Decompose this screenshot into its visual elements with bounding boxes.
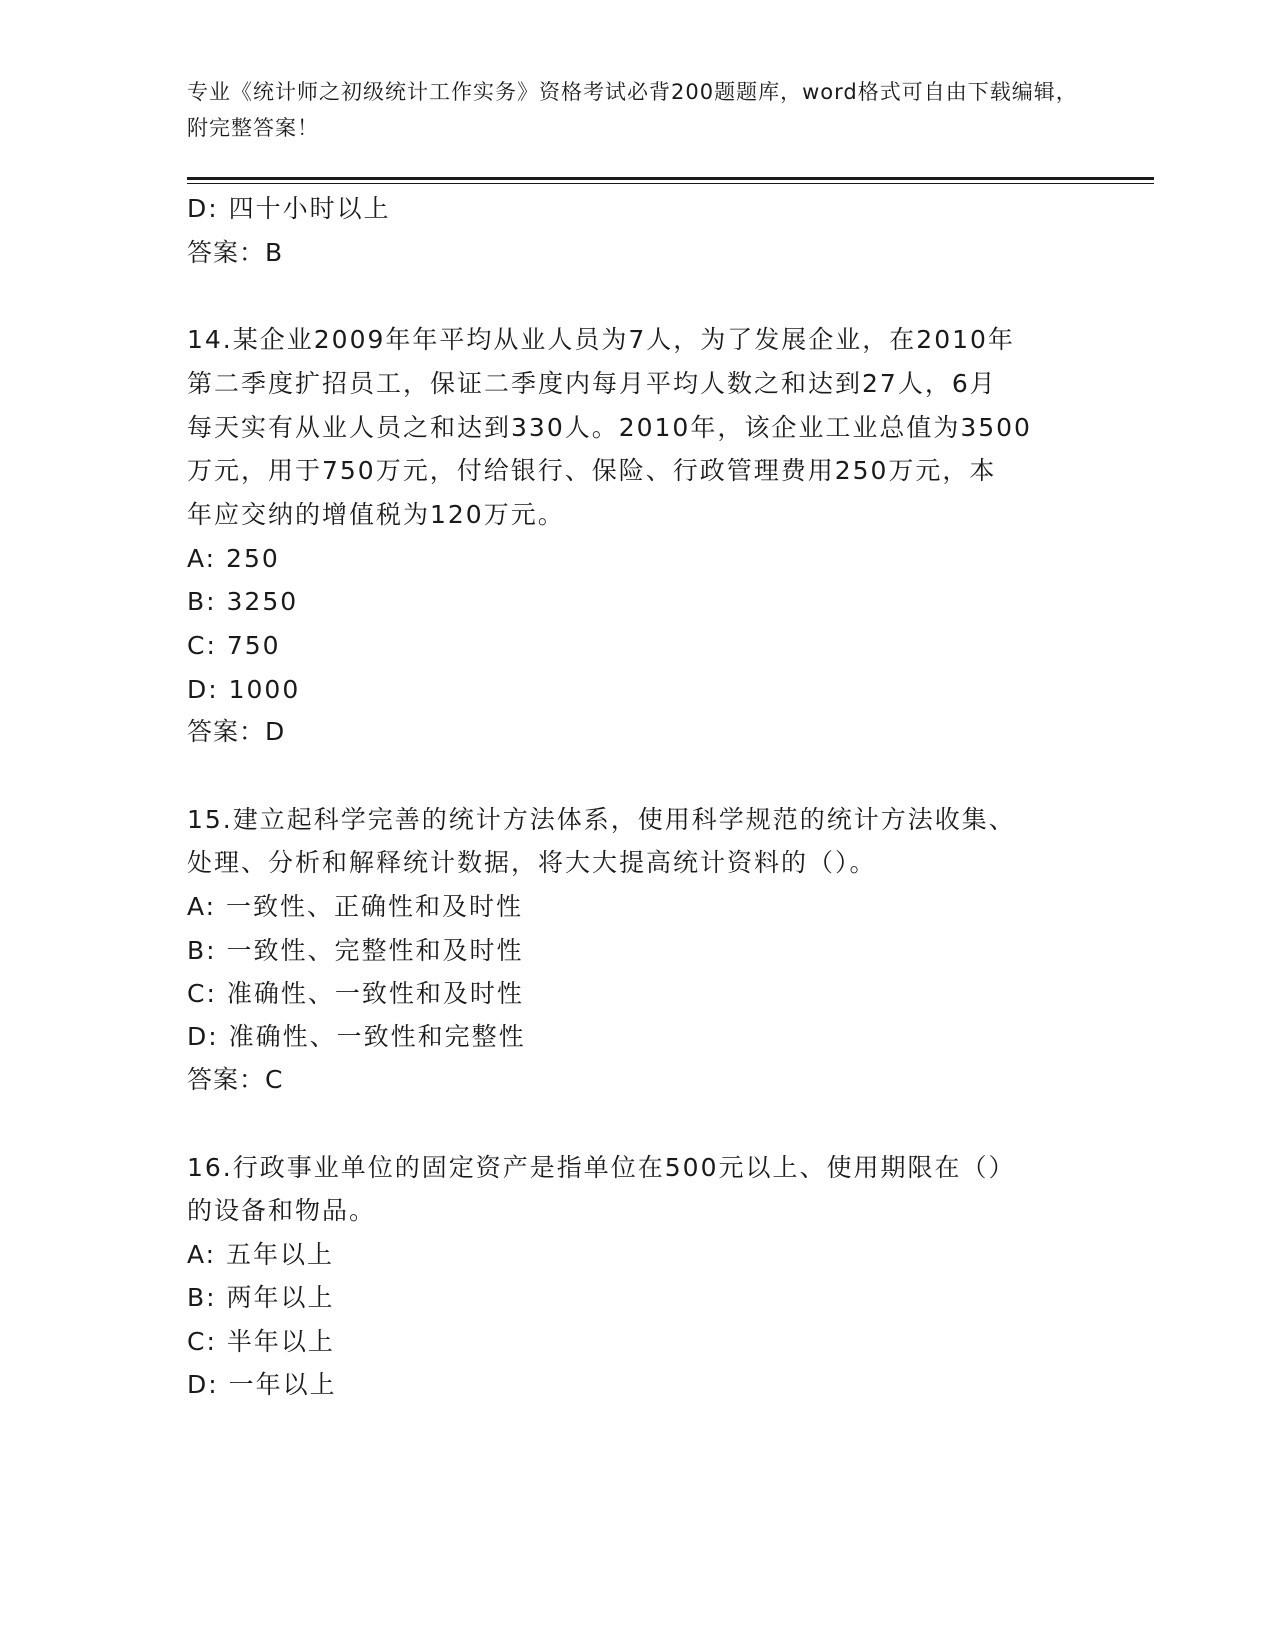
q15-stem-line-2: 处理、分析和解释统计数据，将大大提高统计资料的（）。: [187, 848, 877, 877]
q15-stem-line-1: 15.建立起科学完善的统计方法体系，使用科学规范的统计方法收集、: [187, 805, 1016, 834]
header-divider-thick: [187, 177, 1154, 180]
q15-answer: 答案：C: [187, 1065, 284, 1094]
q16-option-d: D: 一年以上: [187, 1370, 337, 1399]
q14-option-d: D: 1000: [187, 675, 301, 704]
q16-stem-line-1: 16.行政事业单位的固定资产是指单位在500元以上、使用期限在（）: [187, 1153, 1016, 1182]
q14-stem-line-4: 万元，用于750万元，付给银行、保险、行政管理费用250万元，本: [187, 456, 997, 485]
q16-option-b: B: 两年以上: [187, 1283, 335, 1312]
document-header: 专业《统计师之初级统计工作实务》资格考试必背200题题库，word格式可自由下载编辑，附完整答案！: [187, 80, 1078, 140]
q15-option-a: A: 一致性、正确性和及时性: [187, 892, 524, 921]
q14-stem-line-2: 第二季度扩招员工，保证二季度内每月平均人数之和达到27人，6月: [187, 369, 997, 398]
q15-option-d: D: 准确性、一致性和完整性: [187, 1022, 526, 1051]
q14-option-c: C: 750: [187, 631, 281, 660]
q14-stem-line-3: 每天实有从业人员之和达到330人。2010年，该企业工业总值为3500: [187, 413, 1032, 442]
q14-stem-line-5: 年应交纳的增值税为120万元。: [187, 500, 565, 529]
q16-option-a: A: 五年以上: [187, 1240, 335, 1269]
q14-answer: 答案：D: [187, 717, 286, 746]
q14-option-b: B: 3250: [187, 587, 299, 616]
q13-answer: 答案：B: [187, 238, 284, 267]
q15-option-b: B: 一致性、完整性和及时性: [187, 936, 524, 965]
header-divider-thin: [187, 183, 1154, 184]
q13-option-d: D: 四十小时以上: [187, 194, 391, 223]
q15-option-c: C: 准确性、一致性和及时性: [187, 979, 524, 1008]
q14-option-a: A: 250: [187, 544, 280, 573]
q16-stem-line-2: 的设备和物品。: [187, 1196, 377, 1225]
q16-option-c: C: 半年以上: [187, 1327, 335, 1356]
q14-stem-line-1: 14.某企业2009年年平均从业人员为7人，为了发展企业，在2010年: [187, 325, 1015, 354]
